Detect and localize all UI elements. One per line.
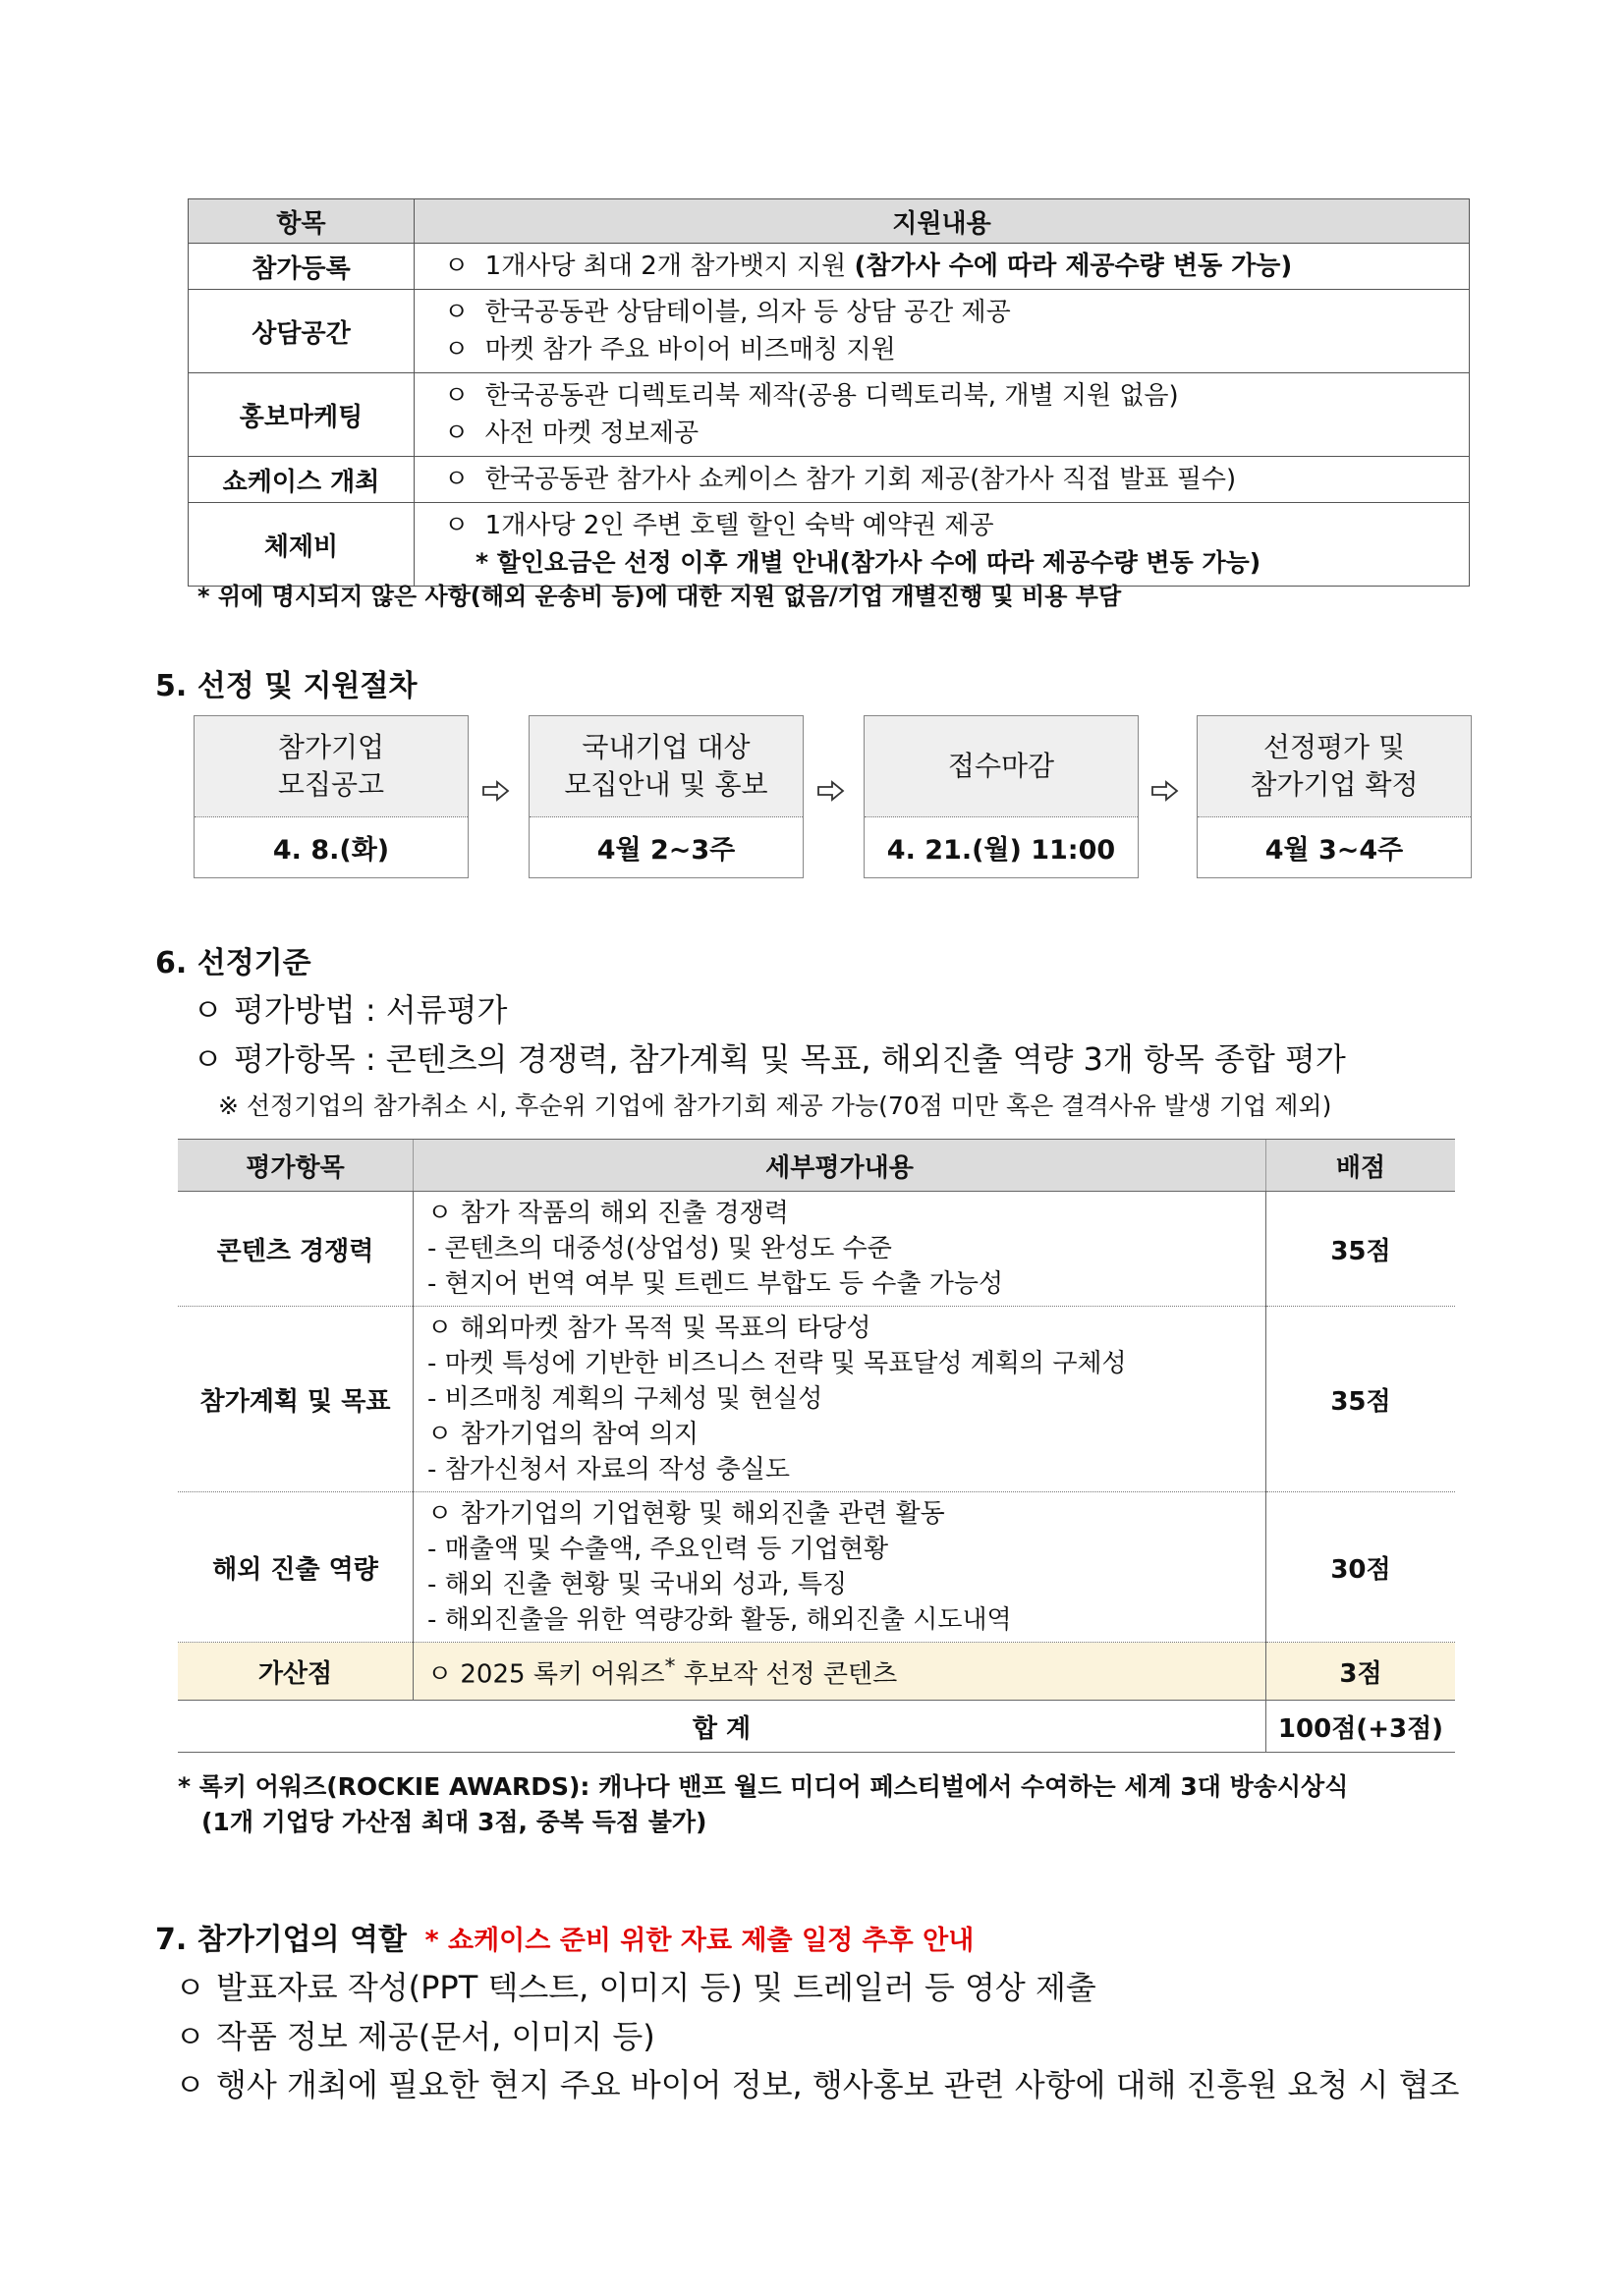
process-step-date: 4. 21.(월) 11:00 [886,835,1116,866]
eval-bonus-detail [414,1643,1266,1701]
support-footnote: * 위에 명시되지 않은 사항(해외 운송비 등)에 대한 지원 없음/기업 개별진행 및 비용 부담 [197,583,1122,610]
bullet-marker: ㅇ [444,335,470,364]
support-line: 한국공동관 참가사 쇼케이스 참가 기회 제공(참가사 직접 발표 필수) [484,465,1237,494]
support-content [415,457,1470,503]
eval-bonus-category: 가산점 [178,1643,414,1701]
process-step-label: 접수마감 [865,716,1138,817]
eval-score: 30점 [1266,1492,1456,1643]
eval-line: - 콘텐츠의 대중성(상업성) 및 완성도 수준 [427,1234,892,1263]
eval-details [414,1307,1266,1492]
bullet-marker: ㅇ [444,511,470,540]
process-step-date: 4. 8.(화) [272,835,390,866]
criteria-bullet-text: 평가방법 : 서류평가 [234,991,508,1029]
eval-line: ㅇ 참가기업의 기업현황 및 해외진출 관련 활동 [427,1499,945,1529]
section7-title-note: * 쇼케이스 준비 위한 자료 제출 일정 추후 안내 [424,1926,975,1956]
evaluation-footnote-line: * 록키 어워즈(ROCKIE AWARDS): 캐나다 밴프 월드 미디어 페스티벌에서 수여하는 세계 3대 방송시상식 [178,1772,1349,1801]
section7-heading [155,1915,974,1958]
process-step [864,715,1139,878]
right-arrow-icon [816,779,846,803]
support-line: 마켓 참가 주요 바이어 비즈매칭 지원 [484,335,896,364]
eval-bonus-row [178,1643,1455,1701]
process-step [529,715,804,878]
role-bullet [175,1963,1096,2008]
support-row [189,373,1470,457]
support-content [415,290,1470,373]
eval-line: - 해외진출을 위한 역량강화 활동, 해외진출 시도내역 [427,1605,1012,1635]
eval-line: - 마켓 특성에 기반한 비즈니스 전략 및 목표달성 계획의 구체성 [427,1349,1127,1378]
section6-title: 6. 선정기준 [155,946,311,980]
support-content [415,244,1470,290]
eval-bonus-text2: 후보작 선정 콘텐츠 [675,1659,898,1690]
role-bullet-text: 발표자료 작성(PPT 텍스트, 이미지 등) 및 트레일러 등 영상 제출 [216,1969,1096,2006]
support-table-header [189,199,1470,244]
process-step-label: 국내기업 대상 모집안내 및 홍보 [530,716,803,817]
support-header-item: 항목 [189,199,415,244]
bullet-marker: ㅇ [175,2066,205,2103]
bullet-marker: ㅇ [444,298,470,327]
eval-score: 35점 [1266,1307,1456,1492]
eval-line: - 해외 진출 현황 및 국내외 성과, 특징 [427,1570,848,1599]
bullet-marker: ㅇ [444,252,470,281]
eval-total-row [178,1701,1455,1753]
eval-bonus-text: ㅇ 2025 록키 어워즈 [427,1659,665,1690]
bullet-marker: ㅇ [193,991,223,1029]
process-step-label: 선정평가 및 참가기업 확정 [1198,716,1471,817]
bullet-marker: ㅇ [175,1969,205,2006]
section5-title: 5. 선정 및 지원절차 [155,669,418,703]
eval-line: - 비즈매칭 계획의 구체성 및 현실성 [427,1384,823,1414]
evaluation-table-header [178,1140,1455,1192]
support-header-content: 지원내용 [415,199,1470,244]
eval-category: 참가계획 및 목표 [178,1307,414,1492]
bullet-marker: ㅇ [444,381,470,411]
support-row [189,290,1470,373]
process-step [194,715,469,878]
role-bullet-text: 행사 개최에 필요한 현지 주요 바이어 정보, 행사홍보 관련 사항에 대해 진흥원 요청 시 협조 [216,2066,1460,2103]
support-line: 1개사당 2인 주변 호텔 할인 숙박 예약권 제공 [484,511,994,540]
eval-header-score: 배점 [1266,1140,1456,1192]
role-bullet [175,2060,1459,2105]
right-arrow-icon [481,779,511,803]
eval-row [178,1492,1455,1643]
eval-line: - 현지어 번역 여부 및 트렌드 부합도 등 수출 가능성 [427,1269,1004,1299]
eval-category: 콘텐츠 경쟁력 [178,1192,414,1307]
process-step [1197,715,1472,878]
eval-header-detail: 세부평가내용 [414,1140,1266,1192]
criteria-bullet [193,1035,1346,1080]
bullet-marker: ㅇ [193,1040,223,1078]
support-item: 홍보마케팅 [189,373,415,457]
eval-line: - 참가신청서 자료의 작성 충실도 [427,1455,790,1484]
support-item: 쇼케이스 개최 [189,457,415,503]
support-content [415,373,1470,457]
support-line: 1개사당 최대 2개 참가뱃지 지원 [484,252,855,281]
bullet-marker: ㅇ [444,419,470,448]
support-line: 한국공동관 상담테이블, 의자 등 상담 공간 제공 [484,298,1011,327]
criteria-bullet [193,985,507,1031]
eval-line: ㅇ 참가기업의 참여 의지 [427,1420,699,1449]
section7-title: 7. 참가기업의 역할 [155,1923,408,1957]
eval-bonus-score: 3점 [1266,1643,1456,1701]
bullet-marker: ㅇ [444,465,470,494]
support-row [189,457,1470,503]
support-row [189,503,1470,587]
process-step-date: 4월 2~3주 [596,835,736,866]
support-item: 상담공간 [189,290,415,373]
eval-row [178,1307,1455,1492]
eval-line: ㅇ 해외마켓 참가 목적 및 목표의 타당성 [427,1314,871,1343]
bullet-marker: ㅇ [175,2018,205,2055]
support-table [188,198,1470,587]
eval-details [414,1492,1266,1643]
criteria-note: ※ 선정기업의 참가취소 시, 후순위 기업에 참가기회 제공 가능(70점 미만 혹은 결격사유 발생 기업 제외) [218,1092,1332,1120]
support-item: 체제비 [189,503,415,587]
support-line-bold: (참가사 수에 따라 제공수량 변동 가능) [854,252,1293,281]
right-arrow-icon [1150,779,1180,803]
eval-row [178,1192,1455,1307]
process-step-label: 참가기업 모집공고 [195,716,468,817]
evaluation-footnote-line: (1개 기업당 가산점 최대 3점, 중복 득점 불가) [201,1808,707,1836]
support-content [415,503,1470,587]
support-row [189,244,1470,290]
support-item: 참가등록 [189,244,415,290]
support-line: 사전 마켓 정보제공 [484,419,700,448]
eval-category: 해외 진출 역량 [178,1492,414,1643]
eval-header-category: 평가항목 [178,1140,414,1192]
eval-bonus-sup: * [664,1654,676,1680]
criteria-bullet-text: 평가항목 : 콘텐츠의 경쟁력, 참가계획 및 목표, 해외진출 역량 3개 항목 종합 평가 [234,1040,1346,1078]
evaluation-table [178,1139,1455,1753]
eval-details [414,1192,1266,1307]
eval-total-score: 100점(+3점) [1266,1701,1456,1753]
process-step-date: 4월 3~4주 [1264,835,1404,866]
eval-line: - 매출액 및 수출액, 주요인력 등 기업현황 [427,1535,889,1564]
eval-score: 35점 [1266,1192,1456,1307]
role-bullet-text: 작품 정보 제공(문서, 이미지 등) [216,2018,655,2055]
eval-line: ㅇ 참가 작품의 해외 진출 경쟁력 [427,1199,789,1228]
evaluation-footnote [178,1769,1348,1840]
support-line-bold: * 할인요금은 선정 이후 개별 안내(참가사 수에 따라 제공수량 변동 가능) [476,548,1261,577]
support-line: 한국공동관 디렉토리북 제작(공용 디렉토리북, 개별 지원 없음) [484,381,1179,411]
eval-total-label: 합 계 [178,1701,1266,1753]
role-bullet [175,2012,655,2057]
